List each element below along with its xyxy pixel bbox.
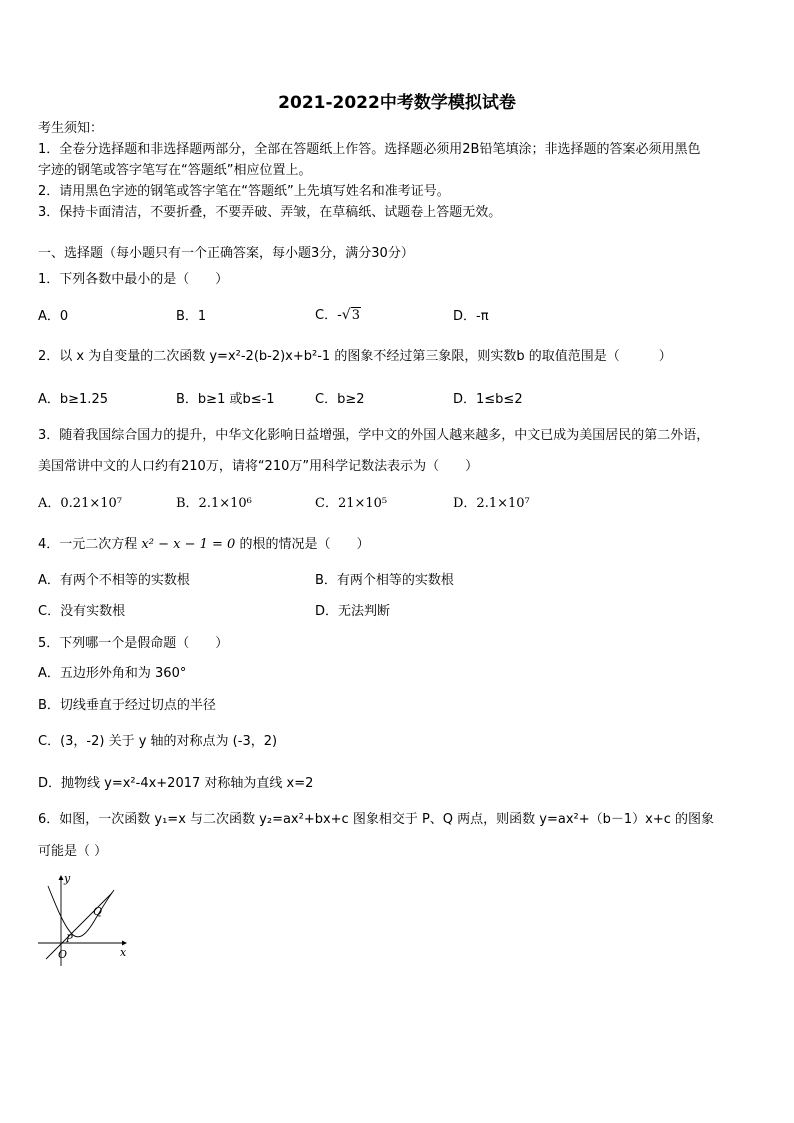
q4-option-d: D．无法判断 [315, 604, 391, 619]
x-axis-arrow-icon [122, 941, 127, 946]
q2-option-b: B．b≥1 或b≤-1 [176, 392, 275, 407]
point-p-label: P [66, 934, 73, 945]
notice-line-3: 3．保持卡面清洁，不要折叠，不要弄破、弄皱，在草稿纸、试题卷上答题无效。 [38, 205, 502, 220]
q5-option-a: A．五边形外角和为 360° [38, 666, 187, 681]
linear-function-line [46, 893, 112, 959]
y-axis-arrow-icon [59, 875, 64, 880]
q3-stem-b: 美国常讲中文的人口约有210万，请将“210万”用科学记数法表示为（ ） [38, 459, 479, 474]
notice-line-1b: 字迹的钢笔或答字笔写在“答题纸”相应位置上。 [38, 163, 312, 178]
q2-stem: 2．以 x 为自变量的二次函数 y=x²-2(b-2)x+b²-1 的图象不经过第三象限，则实数b 的取值范围是（ ） [38, 349, 672, 364]
q4-equation: x² − x − 1 = 0 [141, 537, 236, 552]
q1-option-c [315, 307, 361, 324]
q3-option-a: A．0.21×10⁷ [38, 496, 122, 511]
q4-stem-suffix: 的根的情况是（ ） [239, 537, 370, 552]
page-title: 2021-2022中考数学模拟试卷 [278, 93, 516, 113]
q6-stem-a: 6．如图，一次函数 y₁=x 与二次函数 y₂=ax²+bx+c 图象相交于 P、Q 两点，则函数 y=ax²+（b－1）x+c 的图象 [38, 812, 715, 827]
q5-option-b: B．切线垂直于经过切点的半径 [38, 698, 216, 713]
point-q-label: Q [93, 905, 103, 918]
q3-option-d: D．2.1×10⁷ [453, 496, 530, 511]
q5-option-c: C．(3，-2) 关于 y 轴的对称点为 (-3，2) [38, 734, 278, 749]
q2-option-d: D．1≤b≤2 [453, 392, 523, 407]
q6-stem-b: 可能是（ ） [38, 844, 108, 859]
q6-graph [36, 868, 136, 968]
q5-option-d: D．抛物线 y=x²-4x+2017 对称轴为直线 x=2 [38, 776, 314, 791]
notice-line-1a: 1．全卷分选择题和非选择题两部分，全部在答题纸上作答。选择题必须用2B铅笔填涂；非选择题的答案必须用黑色 [38, 142, 701, 157]
q1-stem: 1．下列各数中最小的是（ ） [38, 272, 229, 287]
q2-option-a: A．b≥1.25 [38, 392, 108, 407]
q3-stem-a: 3．随着我国综合国力的提升，中华文化影响日益增强，学中文的外国人越来越多，中文已成为美国居民的第二外语， [38, 428, 710, 443]
notice-heading: 考生须知： [38, 121, 104, 136]
q4-option-b: B．有两个相等的实数根 [315, 573, 454, 588]
q1-option-d: D．-π [453, 309, 489, 324]
q1-option-b: B．1 [176, 309, 207, 324]
q3-option-b: B．2.1×10⁶ [176, 496, 252, 511]
q4-option-c: C．没有实数根 [38, 604, 126, 619]
parabola-curve [48, 886, 114, 937]
x-axis-label: x [120, 946, 127, 959]
y-axis-label: y [64, 872, 71, 885]
q5-stem: 5．下列哪一个是假命题（ ） [38, 636, 229, 651]
q4-stem [38, 537, 369, 553]
section-heading: 一、选择题（每小题只有一个正确答案，每小题3分，满分30分） [38, 246, 414, 261]
q1-option-c-label: C．- [315, 308, 342, 323]
q2-option-c: C．b≥2 [315, 392, 365, 407]
origin-label: O [58, 948, 68, 961]
sqrt-symbol: √ [341, 307, 351, 323]
notice-line-2: 2．请用黑色字迹的钢笔或答字笔在“答题纸”上先填写姓名和准考证号。 [38, 184, 450, 199]
q1-option-a: A．0 [38, 309, 69, 324]
q4-stem-prefix: 4．一元二次方程 [38, 537, 138, 552]
q3-option-c: C．21×10⁵ [315, 496, 388, 511]
q1-option-c-radicand: 3 [351, 308, 360, 323]
q4-option-a: A．有两个不相等的实数根 [38, 573, 190, 588]
